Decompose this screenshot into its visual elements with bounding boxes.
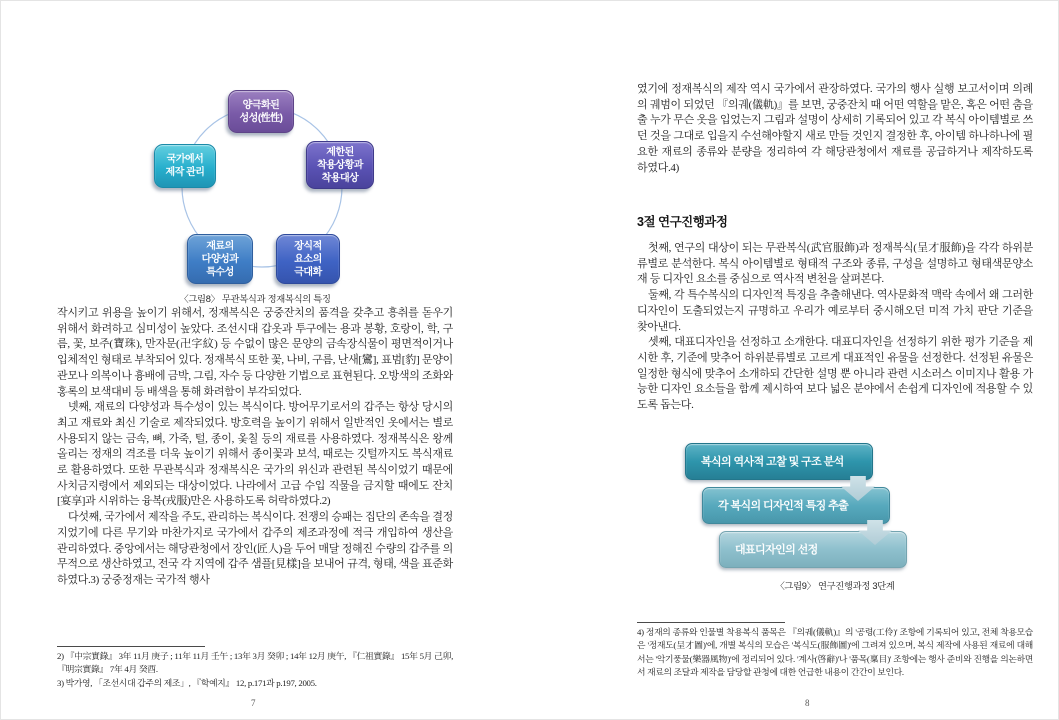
cycle-box-label-line: 극대화 (294, 266, 322, 278)
right-page-body (637, 241, 1033, 414)
cycle-box-right (306, 141, 374, 189)
footnote: 3) 박가영, 「조선시대 갑주의 제조」, 『학예지』 12, p.171과 p.197, 2005. (57, 677, 317, 688)
cycle-box-label-line: 특수성 (206, 266, 234, 278)
cycle-box-label-line: 요소의 (294, 253, 322, 265)
cycle-box-label-line: 제작 관리 (165, 167, 205, 178)
footnote: 4) 정재의 종류와 인물별 착용복식 품목은 『의궤(儀軌)』의 '공령(工伶)' 조항에 기록되어 있고, 전체 착용모습은 '정재도(呈才圖)'에, 개별 복식의 모습은 '복식도(服飾圖)'에 그려져 있으며, 복식 제작에 사용된 재료에 대해서는 '악기풍물(樂器風物)'에 정리되어 있다. '계사(啓辭)'나 '품목(稟目)' 조항에는 행사 준비와 진행을 의논하면서 재료의 조달과 제작을 담당할 관청에 대한 언급한 내용이 간간이 보인다. (637, 627, 1033, 678)
paragraph: 셋째, 대표디자인을 선정하고 소개한다. 대표디자인을 선정하기 위한 평가 기준을 제시한 후, 기준에 맞추어 하위분류별로 고르게 대표적인 유물을 선정한다. 선정된 유물은 일정한 형식에 맞추어 소개하되 간단한 설명 뿐 아니라 관련 시소러스 이미지나 활용 가능한 디자인 요소들을 함께 제시하여 보다 넓은 분야에서 손쉽게 디자인에 적용할 수 있도록 돕는다. (637, 336, 1033, 412)
cycle-box-label-line: 장식적 (294, 240, 322, 252)
footnote: 2) 『中宗實錄』 3年 11月 庚子 ; 11年 11月 壬午 ; 13年 3月 癸卯 ; 14年 12月 庚午, 『仁祖實錄』 15年 5月 己卯, 『明宗實錄』 7年 4月 癸酉. (57, 651, 453, 675)
left-page-footnotes (57, 650, 453, 690)
process-step-1: 복식의 역사적 고찰 및 구조 분석 (685, 443, 873, 480)
paragraph: 작시키고 위용을 높이기 위해서, 정재복식은 궁중잔치의 품격을 갖추고 흥취를 돋우기 위해서 화려하고 심미성이 높았다. 조선시대 갑옷과 투구에는 용과 봉황, 호랑이, 학, 구름, 꽃, 보주(寶珠), 만자문(卍字紋) 등 수없이 많은 문양의 금속장식물이 평면적이거나 입체적인 형태로 부착되어 있다. 정재복식 또한 꽃, 나비, 구름, 난새[鸞], 표범[豹] 문양이 관모나 의복이나 흉배에 금박, 그림, 자수 등 다양한 기법으로 표현된다. 오방색의 조화와 홍록의 보색대비 등 배색을 통해 화려함이 부각되었다. (57, 307, 453, 398)
paragraph: 다섯째, 국가에서 제작을 주도, 관리하는 복식이다. 전쟁의 승패는 집단의 존속을 결정지었기에 다른 무기와 마찬가지로 국가에서 갑주의 제조과정에 적극 개입하여 생산을 관리하였다. 중앙에서는 해당관청에서 장인(匠人)을 두어 매달 정해진 수량의 갑주를 의무적으로 생산하였고, 전국 각 지역에 갑주 샘플[見樣]을 보내어 규격, 형태, 색을 표준화하였다.3) 궁중정재는 국가적 행사 (57, 511, 453, 586)
figure9-process-diagram (683, 441, 923, 573)
process-step-3: 대표디자인의 선정 (719, 531, 907, 568)
left-page-body (57, 306, 453, 589)
cycle-box-label-line: 착용상황과 (317, 159, 363, 171)
page-number-left: 7 (251, 698, 256, 708)
paragraph: 넷째, 재료의 다양성과 특수성이 있는 복식이다. 방어무기로서의 갑주는 항상 당시의 최고 재료와 최신 기술로 제작되었다. 방호력을 높이기 위해서 일반적인 옷에서는 별로 사용되지 않는 금속, 뼈, 가죽, 털, 종이, 옻칠 등의 재료를 사용하였다. 정재복식은 왕께 올리는 정재의 격조를 더욱 높이기 위해서 종이꽃과 보석, 때로는 깃털까지도 복식재료로 활용하였다. 또한 무관복식과 정재복식은 국가의 위신과 관련된 복식이었기 때문에 사치금지령에서 제외되는 대상이었다. 나라에서 고급 수입 직물을 금지할 때에도 잔치[宴享]과 시위하는 융복(戎服)만은 사용하도록 허락하였다.2) (57, 401, 453, 508)
cycle-box-top (228, 90, 294, 133)
page-number-right: 8 (805, 698, 810, 708)
figure8-cycle-diagram (145, 84, 395, 299)
cycle-box-label-line: 착용대상 (321, 172, 359, 184)
paragraph: 둘째, 각 특수복식의 디자인적 특징을 추출해낸다. 역사문화적 맥락 속에서 왜 그러한 디자인이 도출되었는지 규명하고 우리가 예로부터 중시해오던 미적 가치 판단 기준을 찾아낸다. (637, 289, 1033, 333)
right-page-top-body (637, 82, 1033, 176)
section-heading: 3절 연구진행과정 (637, 215, 728, 229)
cycle-box-label-line: 재료의 (206, 240, 234, 252)
cycle-box-label-line: 성성(性性) (239, 112, 283, 124)
paragraph: 첫째, 연구의 대상이 되는 무관복식(武官服飾)과 정재복식(呈才服飾)을 각각 하위분류별로 분석한다. 복식 아이템별로 형태적 구조와 종류, 구성을 설명하고 형태색문양소재 등 디자인 요소를 중심으로 역사적 변천을 살펴본다. (637, 242, 1033, 286)
process-step-2: 각 복식의 디자인적 특징 추출 (702, 487, 890, 524)
cycle-box-bottom-right (276, 234, 340, 284)
footnote-rule (57, 646, 205, 647)
figure8-caption: 〈그림8〉 무관복식과 정재복식의 특징 (179, 294, 331, 304)
figure9-caption: 〈그림9〉 연구진행과정 3단계 (775, 581, 895, 591)
cycle-box-label-line: 제한된 (326, 146, 354, 158)
cycle-box-label-line: 양극화된 (242, 99, 280, 111)
cycle-box-label-line: 국가에서 (166, 154, 204, 165)
paragraph: 였기에 정재복식의 제작 역시 국가에서 관장하였다. 국가의 행사 실행 보고서이며 의례의 궤범이 되었던 『의궤(儀軌)』를 보면, 궁중잔치 때 어떤 역할을 맡은, 혹은 어떤 춤을 출 누가 무슨 옷을 입었는지 그림과 설명이 상세히 기록되어 있고 각 복식 아이템별로 쓰던 것을 그대로 입을지 수선해야할지 새로 만들 것인지 결정한 후, 아이템 하나하나에 필요한 재료의 종류와 분량을 정리하여 각 해당관청에서 재료를 공급하거나 제작하도록 하였다.4) (637, 83, 1033, 174)
cycle-box-left (154, 144, 216, 188)
cycle-box-bottom-left (187, 234, 253, 284)
cycle-box-label-line: 다양성과 (201, 253, 239, 265)
right-page-footnotes (637, 626, 1033, 680)
footnote-rule (637, 622, 785, 623)
